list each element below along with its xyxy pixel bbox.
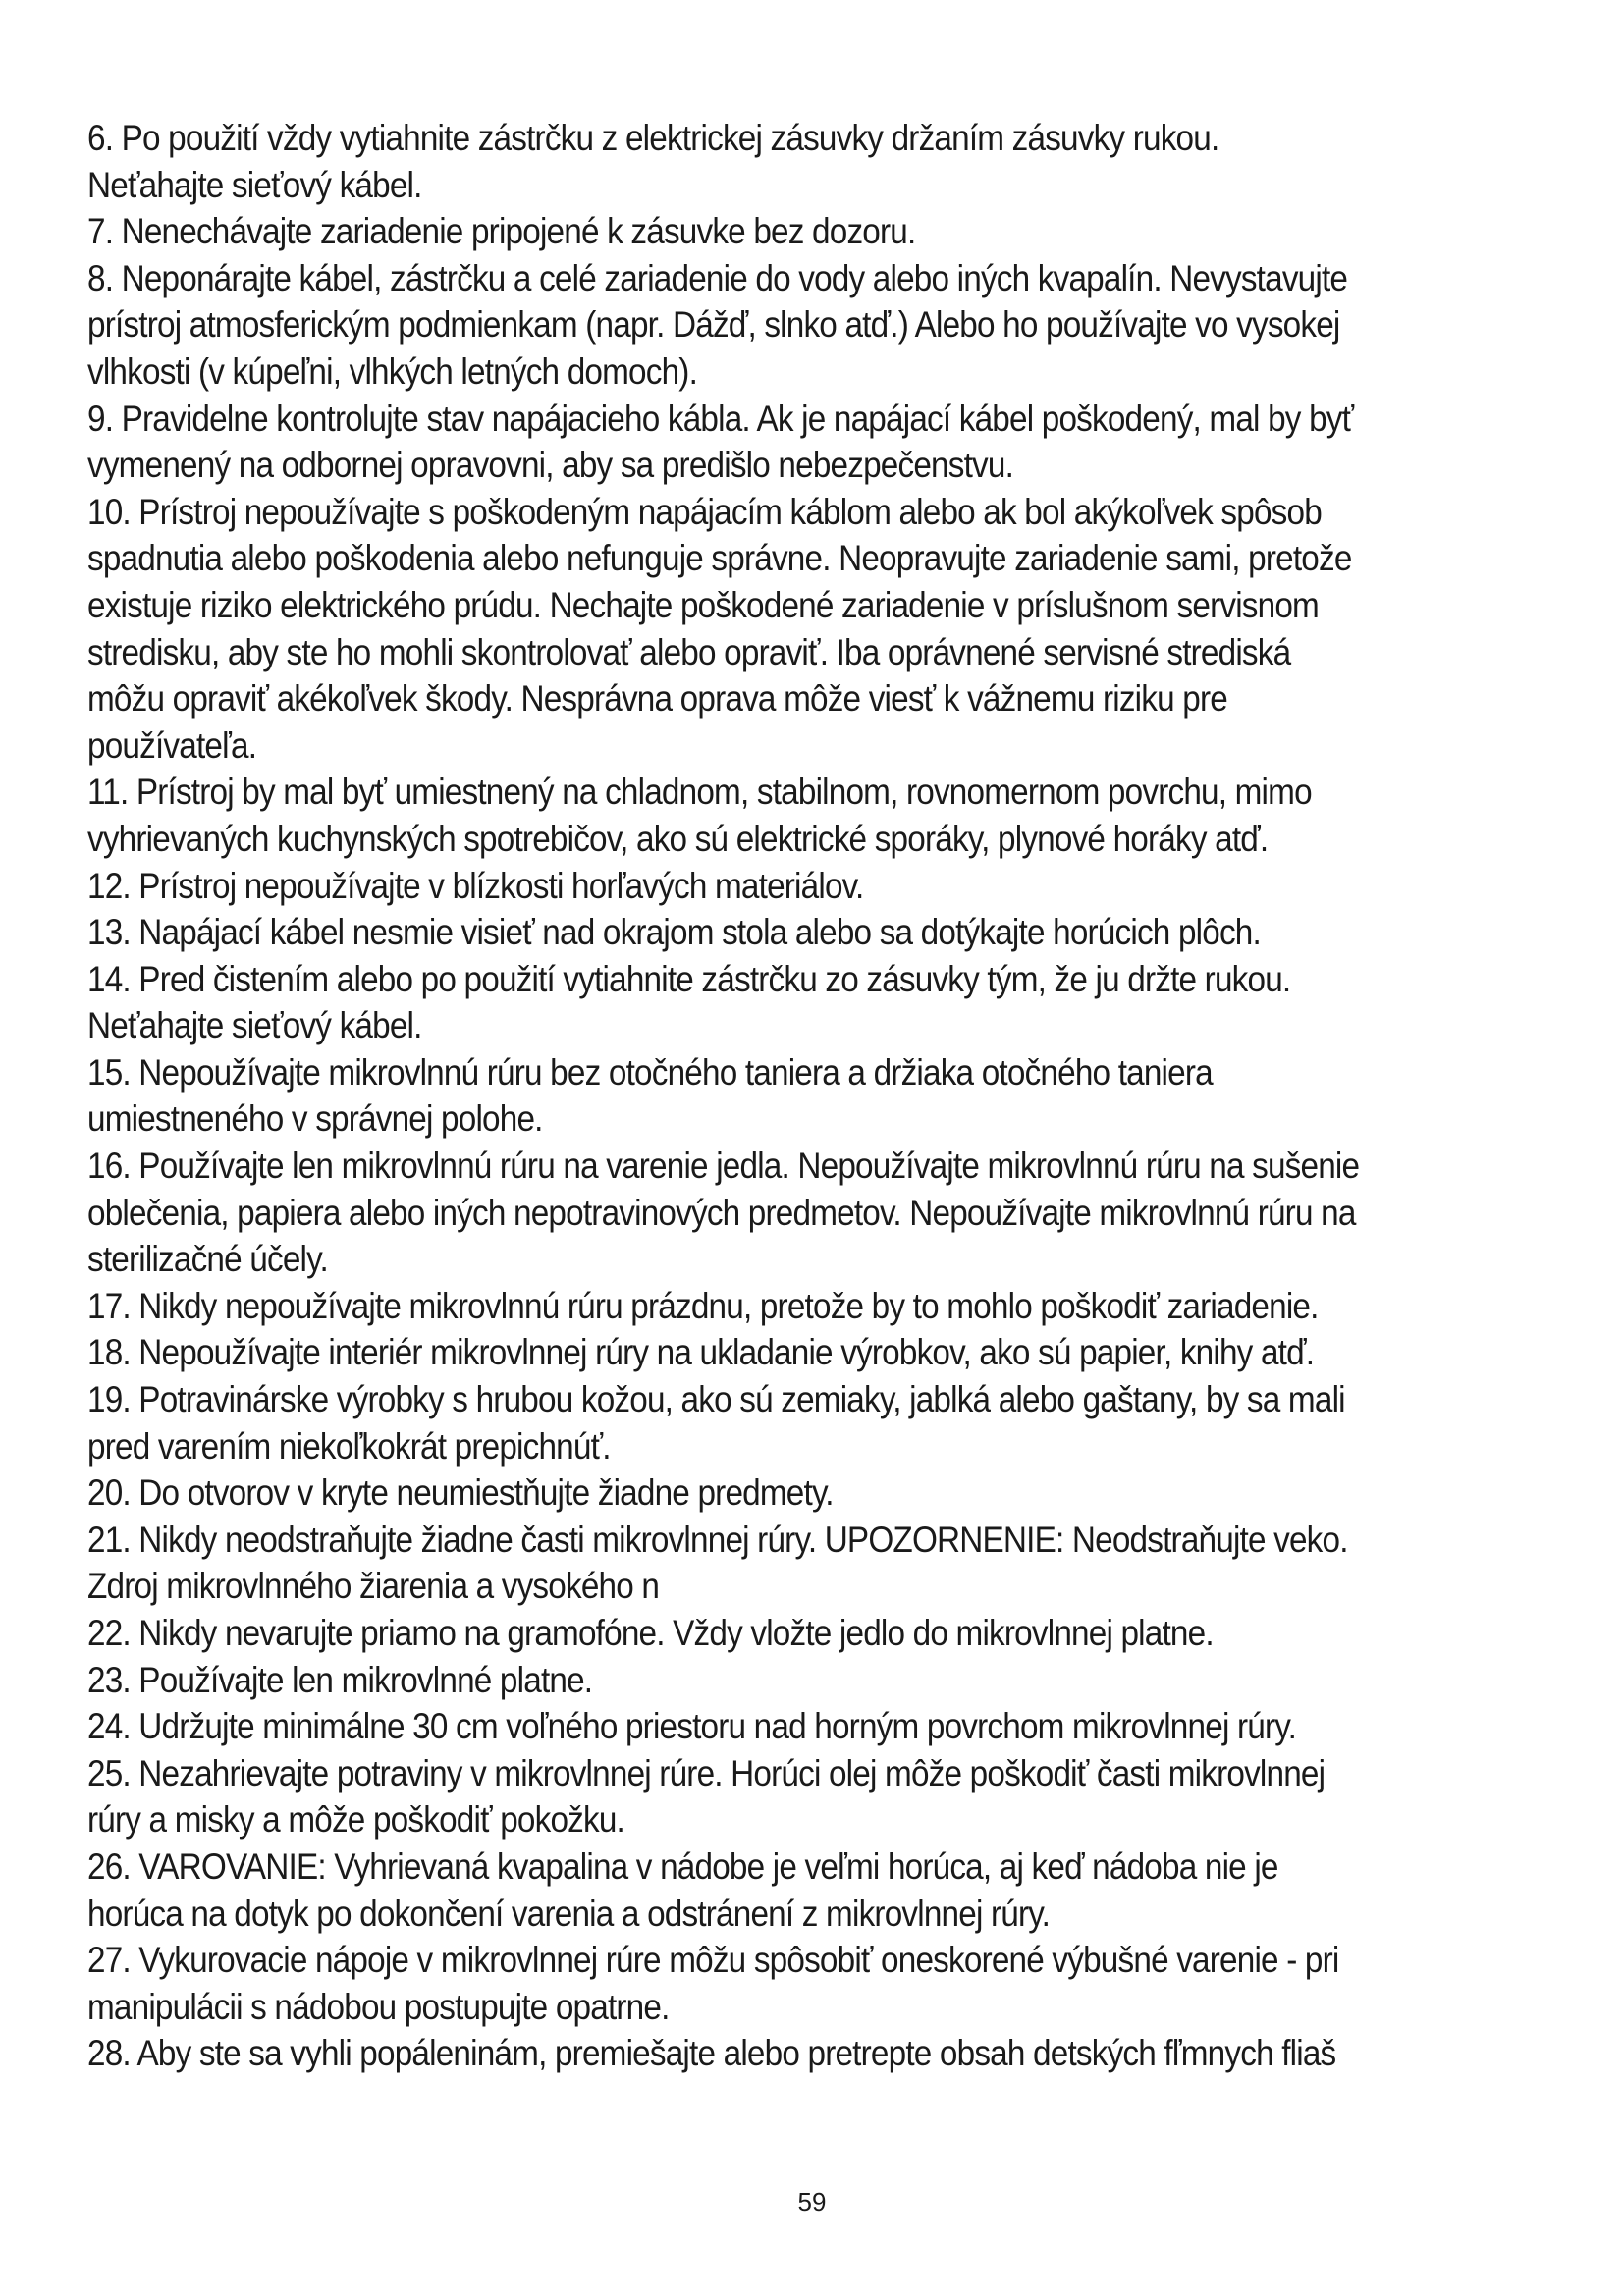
list-item-28: 28. Aby ste sa vyhli popáleninám, premiešajte alebo pretrepte obsah detských fľmnych fliaš	[87, 2033, 1336, 2074]
list-item-6: 6. Po použití vždy vytiahnite zástrčku z elektrickej zásuvky držaním zásuvky rukou. Neťahajte sieťový kábel.	[87, 118, 1219, 205]
list-item-9: 9. Pravidelne kontrolujte stav napájacieho kábla. Ak je napájací kábel poškodený, mal by byť vymenený na odbornej opravovni, aby sa predišlo nebezpečenstvu.	[87, 398, 1354, 486]
list-item-17: 17. Nikdy nepoužívajte mikrovlnnú rúru prázdnu, pretože by to mohlo poškodiť zariadenie.	[87, 1285, 1319, 1326]
list-item-18: 18. Nepoužívajte interiér mikrovlnnej rúry na ukladanie výrobkov, ako sú papier, knihy atď.	[87, 1332, 1315, 1373]
list-item-7: 7. Nenechávajte zariadenie pripojené k zásuvke bez dozoru.	[87, 211, 916, 252]
list-item-23: 23. Používajte len mikrovlnné platne.	[87, 1659, 593, 1700]
list-item-25: 25. Nezahrievajte potraviny v mikrovlnnej rúre. Horúci olej môže poškodiť časti mikrovlnnej rúry a misky a môže poškodiť pokožku.	[87, 1752, 1326, 1841]
list-item-13: 13. Napájací kábel nesmie visieť nad okrajom stola alebo sa dotýkajte horúcich plôch.	[87, 912, 1261, 953]
page-number: 59	[797, 2187, 827, 2216]
list-item-15: 15. Nepoužívajte mikrovlnnú rúru bez otočného taniera a držiaka otočného taniera umiestneného v správnej polohe.	[87, 1051, 1213, 1140]
list-item-27: 27. Vykurovacie nápoje v mikrovlnnej rúre môžu spôsobiť oneskorené výbušné varenie - pri manipulácii s nádobou postupujte opatrne.	[87, 1940, 1339, 2027]
list-item-24: 24. Udržujte minimálne 30 cm voľného priestoru nad horným povrchom mikrovlnnej rúry.	[87, 1706, 1297, 1747]
list-item-12: 12. Prístroj nepoužívajte v blízkosti horľavých materiálov.	[87, 865, 864, 906]
list-item-8: 8. Neponárajte kábel, zástrčku a celé zariadenie do vody alebo iných kvapalín. Nevystavujte prístroj atmosferickým podmienkam (napr. Dážď, slnko atď.) Alebo ho používajte vo vysokej vlhkosti (v kúpeľni, vlhkých letných domoch).	[87, 257, 1348, 392]
list-item-20: 20. Do otvorov v kryte neumiestňujte žiadne predmety.	[87, 1472, 834, 1514]
list-item-11: 11. Prístroj by mal byť umiestnený na chladnom, stabilnom, rovnomernom povrchu, mimo vyhrievaných kuchynských spotrebičov, ako sú elektrické sporáky, plynové horáky atď.	[87, 772, 1312, 859]
instruction-list	[87, 115, 1560, 2077]
list-item-10: 10. Prístroj nepoužívajte s poškodeným napájacím káblom alebo ak bol akýkoľvek spôsob spadnutia alebo poškodenia alebo nefunguje správne. Neopravujte zariadenie sami, pretože existuje riziko elektrického prúdu. Nechajte poškodené zariadenie v príslušnom servisnom stredisku, aby ste ho mohli skontrolovať alebo opraviť. Iba oprávnené servisné strediská môžu opraviť akékoľvek škody. Nesprávna oprava môže viesť k vážnemu riziku pre používateľa.	[87, 491, 1352, 766]
list-item-22: 22. Nikdy nevarujte priamo na gramofóne. Vždy vložte jedlo do mikrovlnnej platne.	[87, 1613, 1214, 1653]
list-item-19: 19. Potravinárske výrobky s hrubou kožou, ako sú zemiaky, jablká alebo gaštany, by sa mali pred varením niekoľkokrát prepichnúť.	[87, 1379, 1345, 1467]
list-item-26: 26. VAROVANIE: Vyhrievaná kvapalina v nádobe je veľmi horúca, aj keď nádoba nie je horúca na dotyk po dokončení varenia a odstránení z mikrovlnnej rúry.	[87, 1845, 1278, 1934]
list-item-16: 16. Používajte len mikrovlnnú rúru na varenie jedla. Nepoužívajte mikrovlnnú rúru na sušenie oblečenia, papiera alebo iných nepotravinových predmetov. Nepoužívajte mikrovlnnú rúru na sterilizačné účely.	[87, 1146, 1360, 1280]
list-item-14: 14. Pred čistením alebo po použití vytiahnite zástrčku zo zásuvky tým, že ju držte rukou. Neťahajte sieťový kábel.	[87, 958, 1291, 1046]
list-item-21: 21. Nikdy neodstraňujte žiadne časti mikrovlnnej rúry. UPOZORNENIE: Neodstraňujte veko. Zdroj mikrovlnného žiarenia a vysokého n	[87, 1519, 1348, 1607]
